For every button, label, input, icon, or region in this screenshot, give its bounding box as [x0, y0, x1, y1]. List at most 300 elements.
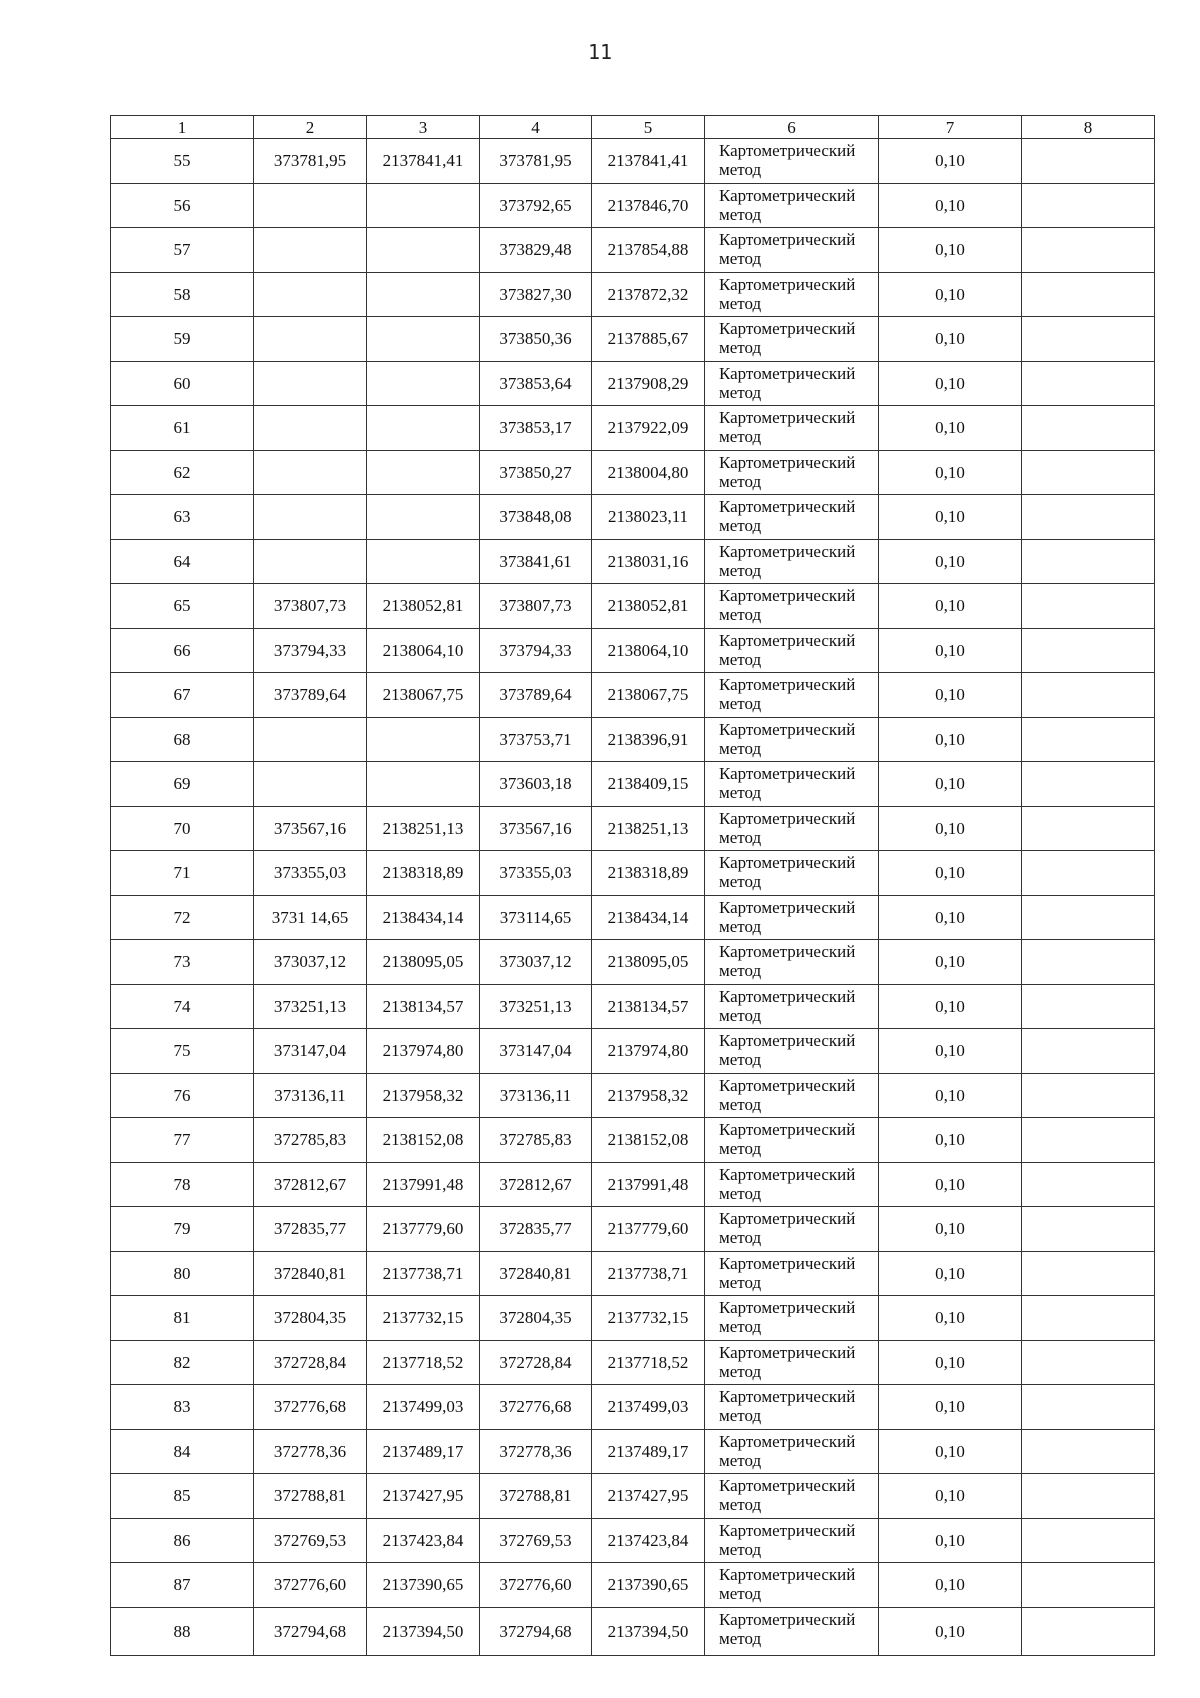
existing-x-cell: 373781,95	[254, 139, 367, 184]
method-cell: Картометрический метод	[705, 1385, 879, 1430]
specified-y-cell: 2137427,95	[592, 1474, 705, 1519]
specified-y-cell: 2137394,50	[592, 1607, 705, 1655]
table-row	[111, 984, 1155, 1029]
specified-x-cell: 373807,73	[480, 584, 592, 629]
point-number-cell: 65	[111, 584, 254, 629]
existing-x-cell	[254, 717, 367, 762]
accuracy-cell: 0,10	[879, 361, 1022, 406]
note-cell	[1022, 406, 1155, 451]
method-cell: Картометрический метод	[705, 717, 879, 762]
note-cell	[1022, 272, 1155, 317]
accuracy-cell: 0,10	[879, 183, 1022, 228]
point-number-cell: 84	[111, 1429, 254, 1474]
method-cell: Картометрический метод	[705, 450, 879, 495]
table-row	[111, 851, 1155, 896]
table-row	[111, 317, 1155, 362]
accuracy-cell: 0,10	[879, 628, 1022, 673]
table-row	[111, 406, 1155, 451]
specified-x-cell: 372840,81	[480, 1251, 592, 1296]
specified-x-cell: 372769,53	[480, 1518, 592, 1563]
point-number-cell: 63	[111, 495, 254, 540]
note-cell	[1022, 851, 1155, 896]
existing-x-cell	[254, 762, 367, 807]
existing-x-cell: 373567,16	[254, 806, 367, 851]
note-cell	[1022, 584, 1155, 629]
specified-x-cell: 372835,77	[480, 1207, 592, 1252]
note-cell	[1022, 984, 1155, 1029]
specified-y-cell: 2137908,29	[592, 361, 705, 406]
note-cell	[1022, 673, 1155, 718]
specified-y-cell: 2138031,16	[592, 539, 705, 584]
specified-y-cell: 2138251,13	[592, 806, 705, 851]
specified-x-cell: 373794,33	[480, 628, 592, 673]
point-number-cell: 80	[111, 1251, 254, 1296]
existing-x-cell: 3731 14,65	[254, 895, 367, 940]
existing-x-cell: 372788,81	[254, 1474, 367, 1519]
note-cell	[1022, 139, 1155, 184]
point-number-cell: 81	[111, 1296, 254, 1341]
point-number-cell: 82	[111, 1340, 254, 1385]
accuracy-cell: 0,10	[879, 673, 1022, 718]
table-row	[111, 361, 1155, 406]
point-number-cell: 55	[111, 139, 254, 184]
method-cell: Картометрический метод	[705, 1118, 879, 1163]
accuracy-cell: 0,10	[879, 984, 1022, 1029]
table-row	[111, 450, 1155, 495]
specified-y-cell: 2137872,32	[592, 272, 705, 317]
table-row	[111, 1162, 1155, 1207]
specified-x-cell: 373114,65	[480, 895, 592, 940]
point-number-cell: 58	[111, 272, 254, 317]
accuracy-cell: 0,10	[879, 717, 1022, 762]
accuracy-cell: 0,10	[879, 1118, 1022, 1163]
point-number-cell: 57	[111, 228, 254, 273]
method-cell: Картометрический метод	[705, 1429, 879, 1474]
existing-x-cell: 372840,81	[254, 1251, 367, 1296]
specified-y-cell: 2137732,15	[592, 1296, 705, 1341]
specified-x-cell: 373853,64	[480, 361, 592, 406]
point-number-cell: 56	[111, 183, 254, 228]
point-number-cell: 71	[111, 851, 254, 896]
method-cell: Картометрический метод	[705, 984, 879, 1029]
existing-y-cell: 2138064,10	[367, 628, 480, 673]
method-cell: Картометрический метод	[705, 228, 879, 273]
header-cell-2: 2	[254, 116, 367, 139]
method-cell: Картометрический метод	[705, 539, 879, 584]
existing-y-cell: 2137732,15	[367, 1296, 480, 1341]
specified-x-cell: 372812,67	[480, 1162, 592, 1207]
note-cell	[1022, 228, 1155, 273]
accuracy-cell: 0,10	[879, 228, 1022, 273]
note-cell	[1022, 1251, 1155, 1296]
point-number-cell: 88	[111, 1607, 254, 1655]
note-cell	[1022, 1340, 1155, 1385]
specified-x-cell: 373853,17	[480, 406, 592, 451]
note-cell	[1022, 628, 1155, 673]
method-cell: Картометрический метод	[705, 673, 879, 718]
existing-y-cell	[367, 406, 480, 451]
specified-x-cell: 372776,60	[480, 1563, 592, 1608]
accuracy-cell: 0,10	[879, 762, 1022, 807]
point-number-cell: 86	[111, 1518, 254, 1563]
method-cell: Картометрический метод	[705, 1073, 879, 1118]
accuracy-cell: 0,10	[879, 1296, 1022, 1341]
table-row	[111, 1296, 1155, 1341]
note-cell	[1022, 1029, 1155, 1074]
specified-y-cell: 2137738,71	[592, 1251, 705, 1296]
accuracy-cell: 0,10	[879, 1340, 1022, 1385]
table-row	[111, 539, 1155, 584]
table-row	[111, 1607, 1155, 1655]
note-cell	[1022, 806, 1155, 851]
note-cell	[1022, 183, 1155, 228]
table-row	[111, 272, 1155, 317]
point-number-cell: 79	[111, 1207, 254, 1252]
existing-y-cell: 2138318,89	[367, 851, 480, 896]
point-number-cell: 68	[111, 717, 254, 762]
accuracy-cell: 0,10	[879, 317, 1022, 362]
accuracy-cell: 0,10	[879, 1385, 1022, 1430]
method-cell: Картометрический метод	[705, 628, 879, 673]
note-cell	[1022, 895, 1155, 940]
existing-y-cell: 2138134,57	[367, 984, 480, 1029]
existing-y-cell	[367, 183, 480, 228]
accuracy-cell: 0,10	[879, 1207, 1022, 1252]
accuracy-cell: 0,10	[879, 940, 1022, 985]
point-number-cell: 74	[111, 984, 254, 1029]
table-row	[111, 895, 1155, 940]
point-number-cell: 77	[111, 1118, 254, 1163]
existing-x-cell	[254, 272, 367, 317]
existing-x-cell	[254, 495, 367, 540]
existing-y-cell	[367, 361, 480, 406]
specified-x-cell: 373136,11	[480, 1073, 592, 1118]
existing-x-cell: 372794,68	[254, 1607, 367, 1655]
method-cell: Картометрический метод	[705, 183, 879, 228]
table-row	[111, 228, 1155, 273]
point-number-cell: 61	[111, 406, 254, 451]
accuracy-cell: 0,10	[879, 272, 1022, 317]
method-cell: Картометрический метод	[705, 317, 879, 362]
note-cell	[1022, 1607, 1155, 1655]
specified-x-cell: 373841,61	[480, 539, 592, 584]
specified-x-cell: 373781,95	[480, 139, 592, 184]
existing-x-cell: 372804,35	[254, 1296, 367, 1341]
note-cell	[1022, 1518, 1155, 1563]
table-row	[111, 1251, 1155, 1296]
existing-y-cell: 2138152,08	[367, 1118, 480, 1163]
header-cell-3: 3	[367, 116, 480, 139]
method-cell: Картометрический метод	[705, 762, 879, 807]
existing-y-cell: 2137390,65	[367, 1563, 480, 1608]
existing-y-cell	[367, 317, 480, 362]
existing-y-cell	[367, 450, 480, 495]
accuracy-cell: 0,10	[879, 1607, 1022, 1655]
specified-y-cell: 2138409,15	[592, 762, 705, 807]
point-number-cell: 85	[111, 1474, 254, 1519]
existing-x-cell: 373355,03	[254, 851, 367, 896]
existing-x-cell	[254, 450, 367, 495]
specified-y-cell: 2138152,08	[592, 1118, 705, 1163]
accuracy-cell: 0,10	[879, 1251, 1022, 1296]
note-cell	[1022, 1207, 1155, 1252]
existing-y-cell: 2138434,14	[367, 895, 480, 940]
note-cell	[1022, 717, 1155, 762]
note-cell	[1022, 1563, 1155, 1608]
method-cell: Картометрический метод	[705, 806, 879, 851]
note-cell	[1022, 940, 1155, 985]
page-number: 11	[587, 40, 613, 64]
existing-y-cell: 2138251,13	[367, 806, 480, 851]
header-cell-4: 4	[480, 116, 592, 139]
accuracy-cell: 0,10	[879, 1029, 1022, 1074]
header-cell-1: 1	[111, 116, 254, 139]
accuracy-cell: 0,10	[879, 1518, 1022, 1563]
point-number-cell: 76	[111, 1073, 254, 1118]
existing-x-cell	[254, 317, 367, 362]
table-row	[111, 183, 1155, 228]
method-cell: Картометрический метод	[705, 1251, 879, 1296]
method-cell: Картометрический метод	[705, 1162, 879, 1207]
existing-y-cell: 2137841,41	[367, 139, 480, 184]
specified-y-cell: 2138004,80	[592, 450, 705, 495]
table-body	[111, 139, 1155, 1656]
existing-y-cell: 2137718,52	[367, 1340, 480, 1385]
note-cell	[1022, 1474, 1155, 1519]
method-cell: Картометрический метод	[705, 406, 879, 451]
specified-y-cell: 2137958,32	[592, 1073, 705, 1118]
accuracy-cell: 0,10	[879, 584, 1022, 629]
table-row	[111, 628, 1155, 673]
accuracy-cell: 0,10	[879, 1429, 1022, 1474]
existing-x-cell: 373147,04	[254, 1029, 367, 1074]
table-row	[111, 1385, 1155, 1430]
existing-y-cell: 2138067,75	[367, 673, 480, 718]
specified-x-cell: 373789,64	[480, 673, 592, 718]
existing-x-cell: 372769,53	[254, 1518, 367, 1563]
accuracy-cell: 0,10	[879, 1073, 1022, 1118]
specified-y-cell: 2138064,10	[592, 628, 705, 673]
existing-x-cell: 373807,73	[254, 584, 367, 629]
note-cell	[1022, 1118, 1155, 1163]
point-number-cell: 72	[111, 895, 254, 940]
specified-x-cell: 372794,68	[480, 1607, 592, 1655]
accuracy-cell: 0,10	[879, 539, 1022, 584]
specified-y-cell: 2137885,67	[592, 317, 705, 362]
specified-x-cell: 373147,04	[480, 1029, 592, 1074]
existing-x-cell: 372835,77	[254, 1207, 367, 1252]
point-number-cell: 59	[111, 317, 254, 362]
accuracy-cell: 0,10	[879, 1162, 1022, 1207]
existing-y-cell	[367, 539, 480, 584]
existing-y-cell: 2137427,95	[367, 1474, 480, 1519]
accuracy-cell: 0,10	[879, 1563, 1022, 1608]
method-cell: Картометрический метод	[705, 495, 879, 540]
existing-y-cell: 2137958,32	[367, 1073, 480, 1118]
header-row	[111, 116, 1155, 139]
point-number-cell: 83	[111, 1385, 254, 1430]
specified-y-cell: 2137991,48	[592, 1162, 705, 1207]
existing-x-cell	[254, 361, 367, 406]
table-row	[111, 139, 1155, 184]
table-row	[111, 673, 1155, 718]
header-cell-7: 7	[879, 116, 1022, 139]
accuracy-cell: 0,10	[879, 1474, 1022, 1519]
note-cell	[1022, 450, 1155, 495]
specified-y-cell: 2138095,05	[592, 940, 705, 985]
method-cell: Картометрический метод	[705, 1474, 879, 1519]
header-cell-5: 5	[592, 116, 705, 139]
specified-x-cell: 372804,35	[480, 1296, 592, 1341]
method-cell: Картометрический метод	[705, 584, 879, 629]
specified-y-cell: 2137499,03	[592, 1385, 705, 1430]
specified-y-cell: 2137489,17	[592, 1429, 705, 1474]
existing-x-cell: 372785,83	[254, 1118, 367, 1163]
table-row	[111, 495, 1155, 540]
table-row	[111, 806, 1155, 851]
existing-y-cell	[367, 228, 480, 273]
specified-x-cell: 372776,68	[480, 1385, 592, 1430]
point-number-cell: 67	[111, 673, 254, 718]
specified-x-cell: 372728,84	[480, 1340, 592, 1385]
existing-x-cell: 372778,36	[254, 1429, 367, 1474]
table-row	[111, 1563, 1155, 1608]
existing-x-cell	[254, 183, 367, 228]
note-cell	[1022, 1385, 1155, 1430]
specified-x-cell: 373848,08	[480, 495, 592, 540]
point-number-cell: 64	[111, 539, 254, 584]
specified-x-cell: 373827,30	[480, 272, 592, 317]
existing-x-cell: 373037,12	[254, 940, 367, 985]
specified-y-cell: 2137423,84	[592, 1518, 705, 1563]
point-number-cell: 69	[111, 762, 254, 807]
table-row	[111, 1518, 1155, 1563]
table-row	[111, 1207, 1155, 1252]
specified-y-cell: 2138134,57	[592, 984, 705, 1029]
coordinates-table	[110, 115, 1155, 1656]
accuracy-cell: 0,10	[879, 806, 1022, 851]
specified-x-cell: 372788,81	[480, 1474, 592, 1519]
header-cell-6: 6	[705, 116, 879, 139]
point-number-cell: 60	[111, 361, 254, 406]
method-cell: Картометрический метод	[705, 272, 879, 317]
existing-y-cell	[367, 272, 480, 317]
existing-x-cell: 373136,11	[254, 1073, 367, 1118]
specified-y-cell: 2137390,65	[592, 1563, 705, 1608]
specified-y-cell: 2138434,14	[592, 895, 705, 940]
table-row	[111, 1073, 1155, 1118]
note-cell	[1022, 1429, 1155, 1474]
point-number-cell: 62	[111, 450, 254, 495]
table-row	[111, 940, 1155, 985]
existing-y-cell: 2137974,80	[367, 1029, 480, 1074]
specified-x-cell: 372778,36	[480, 1429, 592, 1474]
specified-y-cell: 2138023,11	[592, 495, 705, 540]
specified-y-cell: 2137841,41	[592, 139, 705, 184]
specified-x-cell: 373753,71	[480, 717, 592, 762]
specified-x-cell: 373829,48	[480, 228, 592, 273]
specified-y-cell: 2138396,91	[592, 717, 705, 762]
existing-y-cell: 2137489,17	[367, 1429, 480, 1474]
note-cell	[1022, 317, 1155, 362]
note-cell	[1022, 1162, 1155, 1207]
existing-y-cell: 2137738,71	[367, 1251, 480, 1296]
point-number-cell: 66	[111, 628, 254, 673]
note-cell	[1022, 762, 1155, 807]
table-row	[111, 1029, 1155, 1074]
point-number-cell: 75	[111, 1029, 254, 1074]
existing-y-cell: 2137779,60	[367, 1207, 480, 1252]
method-cell: Картометрический метод	[705, 1296, 879, 1341]
table-row	[111, 717, 1155, 762]
point-number-cell: 87	[111, 1563, 254, 1608]
method-cell: Картометрический метод	[705, 895, 879, 940]
method-cell: Картометрический метод	[705, 361, 879, 406]
table-row	[111, 762, 1155, 807]
specified-y-cell: 2137846,70	[592, 183, 705, 228]
existing-y-cell: 2137499,03	[367, 1385, 480, 1430]
existing-x-cell	[254, 406, 367, 451]
specified-y-cell: 2137854,88	[592, 228, 705, 273]
specified-x-cell: 373251,13	[480, 984, 592, 1029]
existing-x-cell	[254, 228, 367, 273]
existing-y-cell: 2137394,50	[367, 1607, 480, 1655]
existing-x-cell	[254, 539, 367, 584]
table-row	[111, 584, 1155, 629]
method-cell: Картометрический метод	[705, 139, 879, 184]
point-number-cell: 78	[111, 1162, 254, 1207]
accuracy-cell: 0,10	[879, 406, 1022, 451]
specified-y-cell: 2138067,75	[592, 673, 705, 718]
table-row	[111, 1118, 1155, 1163]
existing-y-cell	[367, 762, 480, 807]
specified-x-cell: 372785,83	[480, 1118, 592, 1163]
specified-x-cell: 373792,65	[480, 183, 592, 228]
existing-y-cell: 2137991,48	[367, 1162, 480, 1207]
specified-x-cell: 373603,18	[480, 762, 592, 807]
existing-x-cell: 372812,67	[254, 1162, 367, 1207]
accuracy-cell: 0,10	[879, 495, 1022, 540]
table-row	[111, 1340, 1155, 1385]
accuracy-cell: 0,10	[879, 851, 1022, 896]
existing-x-cell: 372776,68	[254, 1385, 367, 1430]
existing-x-cell: 373789,64	[254, 673, 367, 718]
existing-x-cell: 372776,60	[254, 1563, 367, 1608]
table-row	[111, 1429, 1155, 1474]
existing-x-cell: 373251,13	[254, 984, 367, 1029]
existing-x-cell: 372728,84	[254, 1340, 367, 1385]
specified-y-cell: 2137718,52	[592, 1340, 705, 1385]
table-row	[111, 1474, 1155, 1519]
specified-y-cell: 2138318,89	[592, 851, 705, 896]
existing-y-cell	[367, 717, 480, 762]
existing-y-cell	[367, 495, 480, 540]
existing-y-cell: 2138095,05	[367, 940, 480, 985]
specified-y-cell: 2137974,80	[592, 1029, 705, 1074]
accuracy-cell: 0,10	[879, 139, 1022, 184]
method-cell: Картометрический метод	[705, 940, 879, 985]
specified-x-cell: 373850,27	[480, 450, 592, 495]
header-cell-8: 8	[1022, 116, 1155, 139]
existing-y-cell: 2138052,81	[367, 584, 480, 629]
note-cell	[1022, 1296, 1155, 1341]
note-cell	[1022, 1073, 1155, 1118]
point-number-cell: 70	[111, 806, 254, 851]
accuracy-cell: 0,10	[879, 450, 1022, 495]
method-cell: Картометрический метод	[705, 1563, 879, 1608]
specified-x-cell: 373355,03	[480, 851, 592, 896]
note-cell	[1022, 539, 1155, 584]
